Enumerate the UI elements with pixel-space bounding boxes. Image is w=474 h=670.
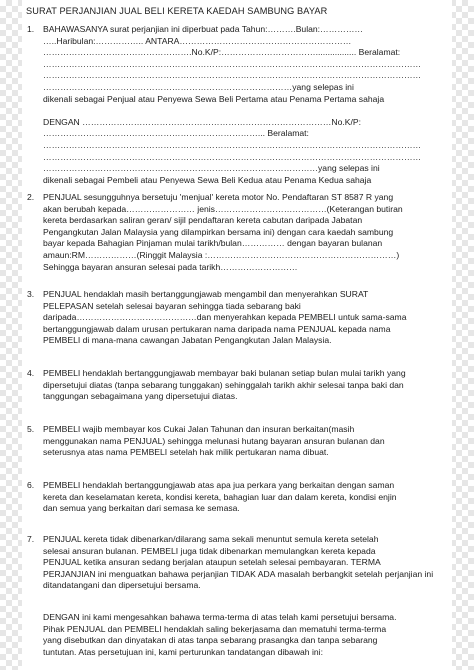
clause-line: …………………………………………….No.K/P:……………………………................. Beralamat: [43,47,401,58]
closing-line: tuntutan. Atas persetujuan ini, kami perturunkan tandatangan dibawah ini: [43,646,323,657]
clause-line: PEMBELI hendaklah bertanggungjawab atas apa jua perkara yang berkaitan dengan saman [43,480,395,490]
clause-line: PEMBELI di mana-mana cawangan Jabatan Pengangkutan Jalan Malaysia. [43,335,332,346]
clause-line [43,105,445,117]
clause-line: daripada……………………………………dan menyerahkan kepada PEMBELI untuk sama-sama [43,312,407,323]
clause-number: 1. [27,24,35,34]
clause-line: PENJUAL ketika ansuran sedang berjalan ataupun setelah selesai pembayaran. TERMA [43,557,381,568]
clause-line: PENJUAL kereta tidak dibenarkan/dilarang sama sekali menuntut semula kereta setelah [43,534,379,544]
clause-number: 6. [27,480,35,490]
closing-line: DENGAN ini kami mengesahkan bahawa terma-terma di atas telah kami persetujui bersama. [43,612,397,622]
clause-line: PELEPASAN setelah selesai bayaran sehingga tiada sebarang baki [43,300,301,311]
clause-line: PEMBELI hendaklah bertanggungjawab membayar baki bulanan setiap bulan mulai tarikh yang [43,368,406,378]
clause-line: tanggungan sebagaimana yang dipersetujui diatas. [43,391,238,402]
clause-4 [27,368,445,403]
clause-line: dikenali sebagai Penjual atau Penyewa Sewa Beli Pertama atau Penama Pertama sahaja [43,93,385,104]
clause-line: Sehingga bayaran ansuran selesai pada tarikh……………………… [43,261,298,272]
clause-line: amaun:RM………………(Ringgit Malaysia :…………………………………………………………) [43,249,400,260]
clause-line: bayar kepada Bahagian Pinjaman mulai tarikh/bulan…………… dengan bayaran bulanan [43,238,383,249]
clause-number: 3. [27,289,35,299]
clause-line: bertanggungjawab dalam urusan pertukaran nama daripada nama PENJUAL kepada nama [43,323,391,334]
clause-line: BAHAWASANYA surat perjanjian ini diperbuat pada Tahun:……….Bulan:…………… [43,24,364,34]
clause-line: …………………………………………………………………………………………………………………… [43,139,422,150]
clause-line: PERJANJIAN ini menguatkan bahawa perjanjian TIDAK ADA masalah berbangkit setelah perjanjian ini [43,568,434,579]
clause-line: seterusnya atas nama PEMBELI setelah hak milik pertukaran nama dibuat. [43,447,329,458]
clause-line: PENJUAL hendaklah masih bertanggungjawab mengambil dan menyerahkan SURAT [43,289,369,299]
clause-line: …..Haribulan:…………….. ANTARA…………………………………………………… [43,35,352,46]
closing-paragraph [43,612,447,658]
clause-line: Pengangkutan Jalan Malaysia yang dilampirkan bersama ini) dengan cara kaedah sambung [43,226,394,237]
closing-line: yang disebutkan dan dinyatakan di atas tanpa sebarang prasangka dan tanpa sebarang [43,635,378,646]
clause-5 [27,424,445,459]
clause-line: kereta dan keselamatan kereta, kondisi kereta, bahagian luar dan dalam kereta, kondisi enjin [43,491,397,502]
clause-number: 2. [27,192,35,202]
clause-line: dipersetujui diatas (tanpa sebarang tunggakan) sehinggalah tarikh akhir selesai tanpa baki dan [43,379,404,390]
clause-line: …………………………………………………………………………………………………………………… [43,58,422,69]
clause-line: dan semua yang berkaitan dari semasa ke semasa. [43,503,240,514]
document-title: SURAT PERJANJIAN JUAL BELI KERETA KAEDAH SAMBUNG BAYAR [26,6,328,16]
clause-6 [27,480,445,515]
clause-line: …………………………………………………………………………………………………………………… [43,151,422,162]
clause-line: …………………………………………………………………... Beralamat: [43,128,309,139]
document-page [22,0,452,670]
clause-line: menggunakan nama PENJUAL) sehingga melunasi hutang bayaran ansuran bulanan dan [43,435,385,446]
clause-1 [27,24,445,186]
clause-line: ditandatangani dan dipersetujui bersama. [43,580,201,591]
clause-line: DENGAN ……………………………………………………………………………No.K/P: [43,116,361,127]
clause-2 [27,192,445,273]
clause-number: 5. [27,424,35,434]
clause-line: akan berubah kepada…………………… jenis…………………………………(Keterangan butiran [43,203,403,214]
clause-line: PEMBELI wajib membayar kos Cukai Jalan Tahunan dan insuran berkaitan(masih [43,424,355,434]
clause-line: dikenali sebagai Pembeli atau Penyewa Sewa Beli Kedua atau Penama Kedua sahaja [43,174,372,185]
clause-line: ……………………………………………………………………………………yang selepas ini [43,163,380,174]
clause-3 [27,289,445,347]
clause-line: selesai ansuran bulanan. PEMBELI juga tidak dibenarkan memulangkan kereta kepada [43,545,376,556]
clause-line: …………………………………………………………………………………………………………………… [43,70,422,81]
clause-line: ……………………………………………………………………………yang selepas ini [43,81,354,92]
clause-line: PENJUAL sesungguhnya bersetuju 'menjual' kereta motor No. Pendaftaran ST 8587 R yang [43,192,394,202]
clause-7 [27,534,445,592]
clause-number: 4. [27,368,35,378]
closing-line: Pihak PENJUAL dan PEMBELI hendaklah saling bekerjasama dan mematuhi terma-terma [43,623,387,634]
clause-line: kereta berdasarkan saliran geran/ sijil pendaftaran kereta cabutan daripada Jabatan [43,215,363,226]
clause-number: 7. [27,534,35,544]
